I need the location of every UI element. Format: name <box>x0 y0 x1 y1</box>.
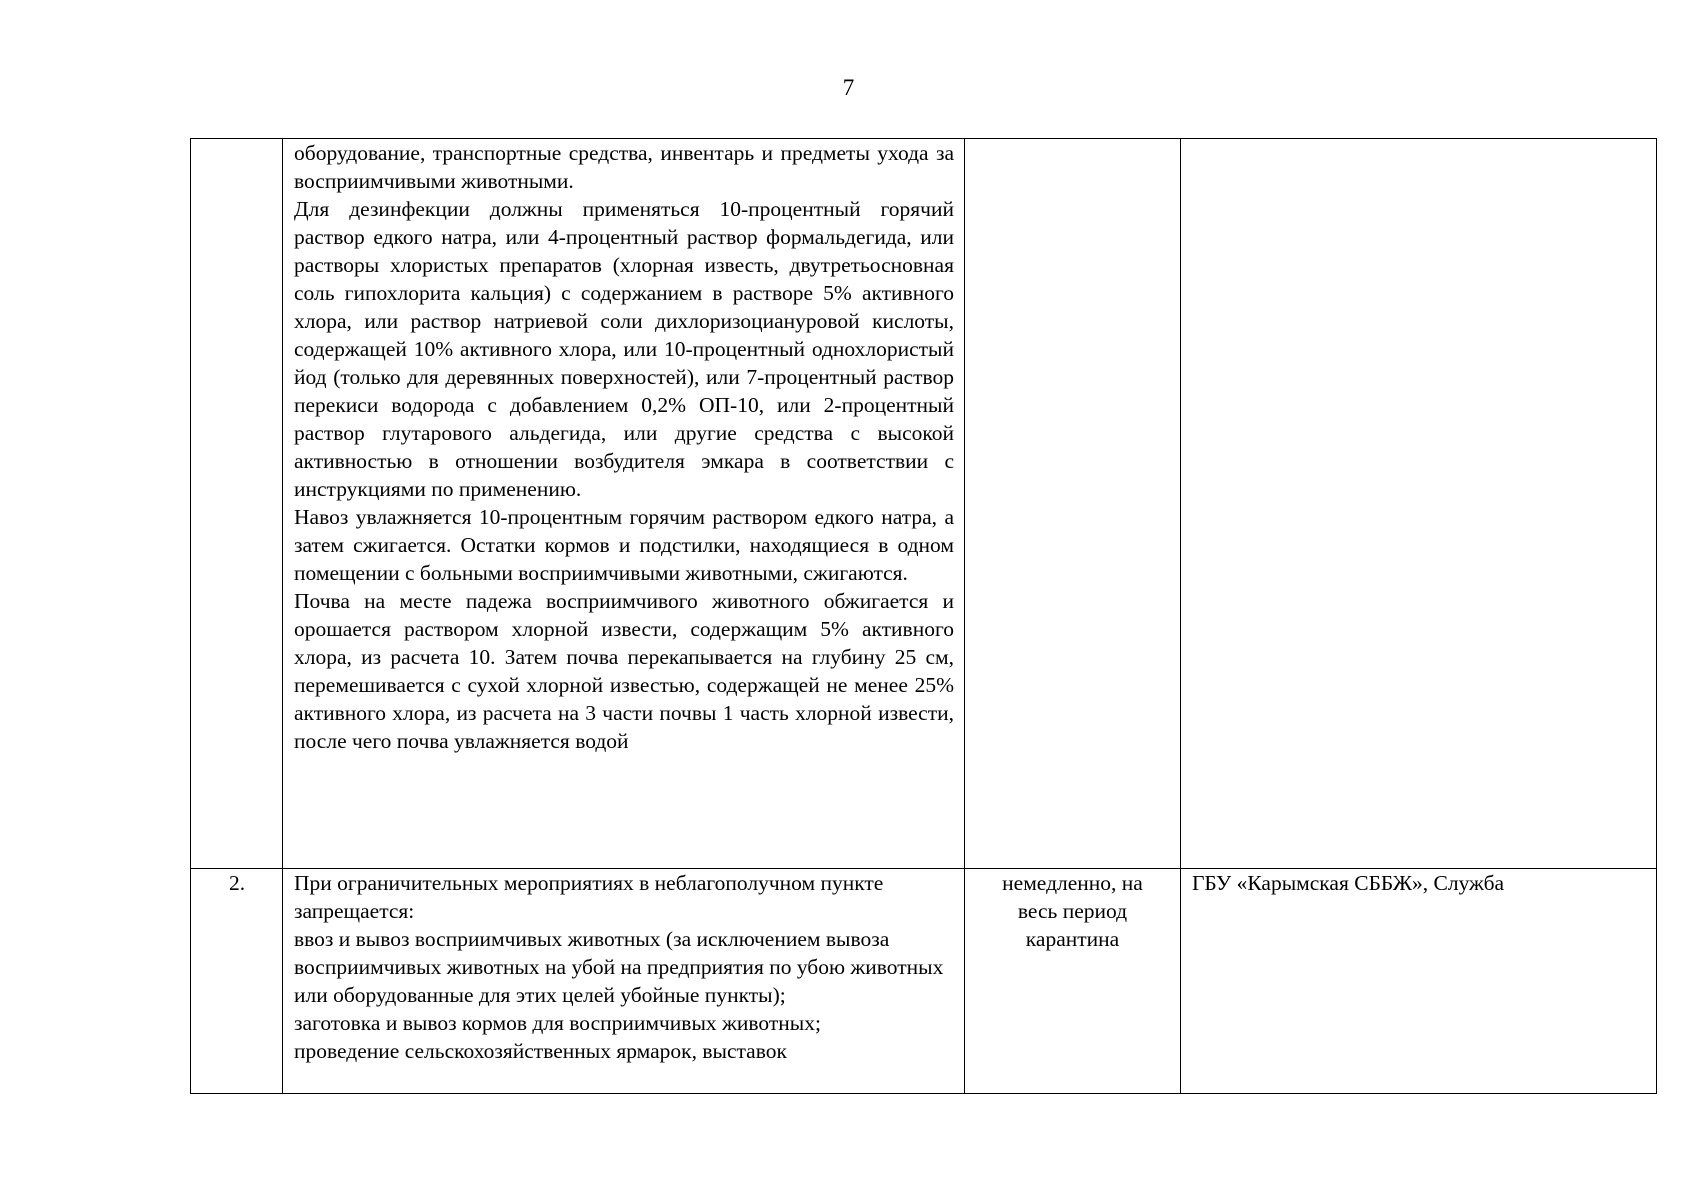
term-cell <box>965 869 1181 1094</box>
measure-paragraph: Навоз увлажняется 10-процентным горячим раствором едкого натра, а затем сжигается. Остатки кормов и подстилки, находящиеся в одном помещении с больными восприимчивыми животными, сжигаются. <box>294 505 954 585</box>
term-text: немедленно, на весь период карантина <box>1002 871 1143 951</box>
term-cell <box>965 139 1181 869</box>
responsible-text: ГБУ «Карымская СББЖ», Служба <box>1192 871 1505 895</box>
table-row <box>191 869 1657 1094</box>
measure-paragraph: ввоз и вывоз восприимчивых животных (за исключением вывоза восприимчивых животных на убой на предприятия по убою животных или оборудованные для этих целей убойные пункты); <box>294 927 944 1007</box>
measure-paragraph: Для дезинфекции должны применяться 10-процентный горячий раствор едкого натра, или 4-процентный раствор формальдегида, или растворы хлористых препаратов (хлорная известь, двутретьосновная соль гипохлорита кальция) с содержанием в растворе 5% активного хлора, или раствор натриевой соли дихлоризоциануровой кислоты, содержащей 10% активного хлора, или 10-процентный однохлористый йод (только для деревянных поверхностей), или 7-процентный раствор перекиси водорода с добавлением 0,2% ОП-10, или 2-процентный раствор глутарового альдегида, или другие средства с высокой активностью в отношении возбудителя эмкара в соответствии с инструкциями по применению. <box>294 197 954 501</box>
measure-paragraph: При ограничительных мероприятиях в неблагополучном пункте запрещается: <box>294 871 884 923</box>
measure-paragraph: проведение сельскохозяйственных ярмарок, выставок <box>294 1039 787 1063</box>
page-number: 7 <box>842 75 855 100</box>
responsible-cell <box>1181 869 1657 1094</box>
row-number-cell: 2. <box>191 869 283 1094</box>
measure-paragraph: Почва на месте падежа восприимчивого животного обжигается и орошается раствором хлорной извести, содержащим 5% активного хлора, из расчета 10. Затем почва перекапывается на глубину 25 см, перемешивается с сухой хлорной известью, содержащей не менее 25% активного хлора, из расчета на 3 части почвы 1 часть хлорной извести, после чего почва увлажняется водой <box>294 589 954 753</box>
row-number-cell <box>191 139 283 869</box>
table-row <box>191 139 1657 869</box>
measure-text-cell <box>283 139 965 869</box>
measures-table <box>190 138 1657 1094</box>
responsible-cell <box>1181 139 1657 869</box>
measure-paragraph: оборудование, транспортные средства, инвентарь и предметы ухода за восприимчивыми животными. <box>294 141 954 193</box>
measure-text-cell <box>283 869 965 1094</box>
measure-paragraph: заготовка и вывоз кормов для восприимчивых животных; <box>294 1011 821 1035</box>
